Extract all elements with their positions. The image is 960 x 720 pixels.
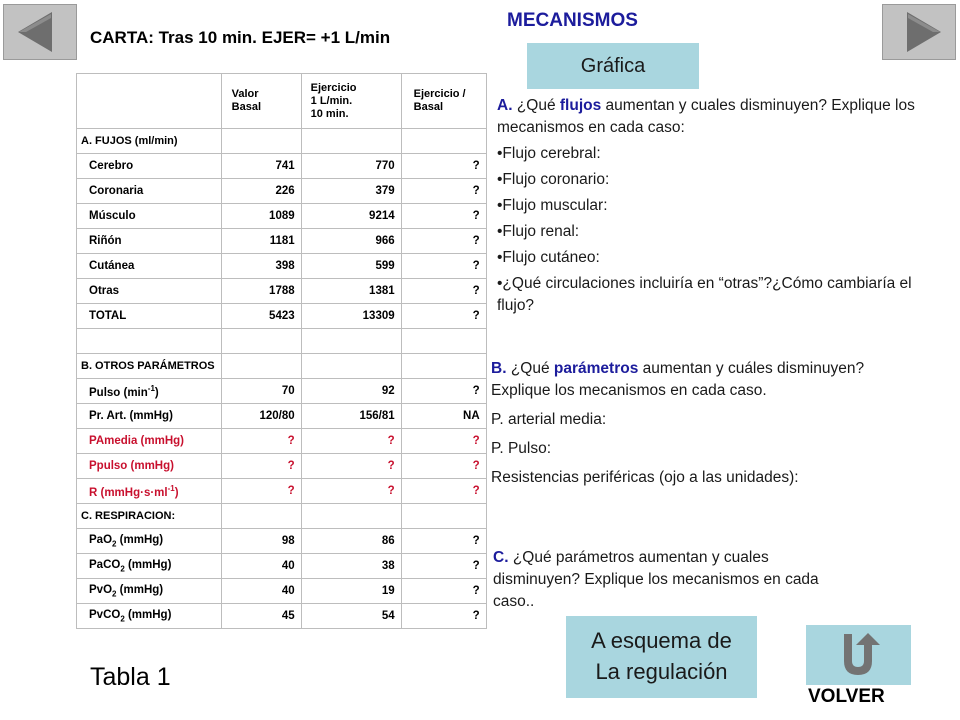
table-row [77, 154, 487, 179]
panel-a-item: •Flujo coronario: [497, 171, 610, 188]
section-label: A. FUJOS (ml/min) [77, 129, 222, 154]
row-label: PvO$_2$ (mmHg) [77, 579, 222, 604]
ratio-value: ? [401, 179, 486, 204]
ratio-value: NA [401, 404, 486, 429]
ratio-value: ? [401, 604, 486, 629]
empty-cell [401, 504, 486, 529]
table-row [77, 404, 487, 429]
esquema-regulacion-button[interactable] [566, 616, 757, 698]
panel-b-item: P. arterial media: [491, 411, 607, 428]
panel-a-questions [497, 95, 917, 317]
table-row [77, 529, 487, 554]
ejercicio-value: 92 [301, 379, 401, 404]
header-ejercicio: Ejercicio 1 L/min. 10 min. [301, 74, 401, 129]
basal-value: 70 [221, 379, 301, 404]
row-label: Otras [77, 279, 222, 304]
basal-value: 45 [221, 604, 301, 629]
return-u-icon [806, 625, 911, 685]
basal-value: 1181 [221, 229, 301, 254]
row-label: Coronaria [77, 179, 222, 204]
empty-cell [401, 354, 486, 379]
section-label: C. RESPIRACION: [77, 504, 222, 529]
ratio-value: ? [401, 454, 486, 479]
ejercicio-value: 13309 [301, 304, 401, 329]
data-table [76, 73, 487, 629]
section-title: MECANISMOS [507, 10, 638, 31]
table-caption: Tabla 1 [90, 663, 171, 691]
panel-a-item: •Flujo cerebral: [497, 145, 601, 162]
esquema-line-2: La regulación [595, 659, 728, 684]
row-label: PvCO$_2$ (mmHg) [77, 604, 222, 629]
row-label: PaCO$_2$ (mmHg) [77, 554, 222, 579]
volver-label: VOLVER [808, 686, 885, 707]
ratio-value: ? [401, 229, 486, 254]
ejercicio-value: 966 [301, 229, 401, 254]
ratio-value: ? [401, 429, 486, 454]
row-label: Cutánea [77, 254, 222, 279]
ratio-value: ? [401, 579, 486, 604]
panel-b-question: B. ¿Qué parámetros aumentan y cuáles disminuyen? Explique los mecanismos en cada caso. [491, 360, 865, 399]
empty-cell [301, 504, 401, 529]
empty-cell [401, 129, 486, 154]
basal-value: 1788 [221, 279, 301, 304]
panel-b-questions [491, 358, 911, 489]
table-header-row [77, 74, 487, 129]
row-label: Pulso $(\min^{-1})$ [77, 379, 222, 404]
next-arrow-icon [883, 5, 955, 59]
empty-cell [401, 329, 486, 354]
ejercicio-value: 54 [301, 604, 401, 629]
ratio-value: ? [401, 304, 486, 329]
basal-value: 120/80 [221, 404, 301, 429]
basal-value: ? [221, 454, 301, 479]
ejercicio-value: 156/81 [301, 404, 401, 429]
prev-slide-button[interactable] [3, 4, 77, 60]
ratio-value: ? [401, 254, 486, 279]
empty-cell [221, 504, 301, 529]
ratio-value: ? [401, 379, 486, 404]
table-row [77, 579, 487, 604]
basal-value: 1089 [221, 204, 301, 229]
ratio-value: ? [401, 479, 486, 504]
volver-button[interactable] [806, 625, 911, 685]
panel-a-question: A. ¿Qué flujos aumentan y cuales disminuyen? Explique los mecanismos en cada caso: [497, 97, 915, 136]
panel-c-questions [493, 547, 833, 613]
basal-value: 5423 [221, 304, 301, 329]
empty-cell [221, 354, 301, 379]
ratio-value: ? [401, 554, 486, 579]
table-row [77, 479, 487, 504]
table-row [77, 204, 487, 229]
table-row [77, 454, 487, 479]
section-a-row [77, 129, 487, 154]
basal-value: 398 [221, 254, 301, 279]
header-basal: Valor Basal [221, 74, 301, 129]
ratio-value: ? [401, 154, 486, 179]
next-slide-button[interactable] [882, 4, 956, 60]
ejercicio-value: 1381 [301, 279, 401, 304]
ratio-value: ? [401, 529, 486, 554]
table-row [77, 304, 487, 329]
header-ratio: Ejercicio / Basal [401, 74, 486, 129]
table-row [77, 179, 487, 204]
ejercicio-value: ? [301, 479, 401, 504]
row-label: PaO$_2$ (mmHg) [77, 529, 222, 554]
empty-cell [77, 329, 222, 354]
carta-title: CARTA: Tras 10 min. EJER= +1 L/min [90, 28, 391, 47]
basal-value: 741 [221, 154, 301, 179]
empty-cell [221, 129, 301, 154]
ejercicio-value: 379 [301, 179, 401, 204]
panel-a-item: •¿Qué circulaciones incluiría en “otras”?¿Cómo cambiaría el flujo? [497, 275, 912, 314]
section-c-row [77, 504, 487, 529]
table-row [77, 429, 487, 454]
ratio-value: ? [401, 279, 486, 304]
panel-c-question: C. ¿Qué parámetros aumentan y cuales disminuyen? Explique los mecanismos en cada caso.. [493, 549, 819, 610]
row-label: Cerebro [77, 154, 222, 179]
panel-b-item: P. Pulso: [491, 440, 552, 457]
basal-value: 40 [221, 579, 301, 604]
row-label: Ppulso (mmHg) [77, 454, 222, 479]
prev-arrow-icon [4, 5, 76, 59]
basal-value: ? [221, 479, 301, 504]
empty-cell [301, 329, 401, 354]
row-label: PAmedia (mmHg) [77, 429, 222, 454]
row-label: Riñón [77, 229, 222, 254]
section-label: B. OTROS PARÁMETROS [77, 354, 222, 379]
ejercicio-value: 599 [301, 254, 401, 279]
ejercicio-value: ? [301, 454, 401, 479]
table-row [77, 254, 487, 279]
empty-cell [221, 329, 301, 354]
ejercicio-value: 9214 [301, 204, 401, 229]
ejercicio-value: 770 [301, 154, 401, 179]
grafica-button[interactable]: Gráfica [527, 43, 699, 89]
table-row [77, 379, 487, 404]
panel-a-item: •Flujo muscular: [497, 197, 608, 214]
ratio-value: ? [401, 204, 486, 229]
row-label: TOTAL [77, 304, 222, 329]
row-label: Pr. Art. (mmHg) [77, 404, 222, 429]
ejercicio-value: ? [301, 429, 401, 454]
panel-a-item: •Flujo cutáneo: [497, 249, 600, 266]
ejercicio-value: 19 [301, 579, 401, 604]
header-empty-cell [77, 74, 222, 129]
ejercicio-value: 38 [301, 554, 401, 579]
esquema-line-1: A esquema de [591, 628, 732, 653]
row-label: R $(mmHg\cdot s\cdot ml^{-1})$ [77, 479, 222, 504]
section-b-row [77, 354, 487, 379]
basal-value: 40 [221, 554, 301, 579]
ejercicio-value: 86 [301, 529, 401, 554]
panel-a-item: •Flujo renal: [497, 223, 580, 240]
table-row [77, 279, 487, 304]
empty-cell [301, 129, 401, 154]
basal-value: ? [221, 429, 301, 454]
panel-b-item: Resistencias periféricas (ojo a las unidades): [491, 469, 799, 486]
row-label: Músculo [77, 204, 222, 229]
spacer-row [77, 329, 487, 354]
basal-value: 98 [221, 529, 301, 554]
empty-cell [301, 354, 401, 379]
basal-value: 226 [221, 179, 301, 204]
table-row [77, 229, 487, 254]
table-row [77, 604, 487, 629]
table-row [77, 554, 487, 579]
